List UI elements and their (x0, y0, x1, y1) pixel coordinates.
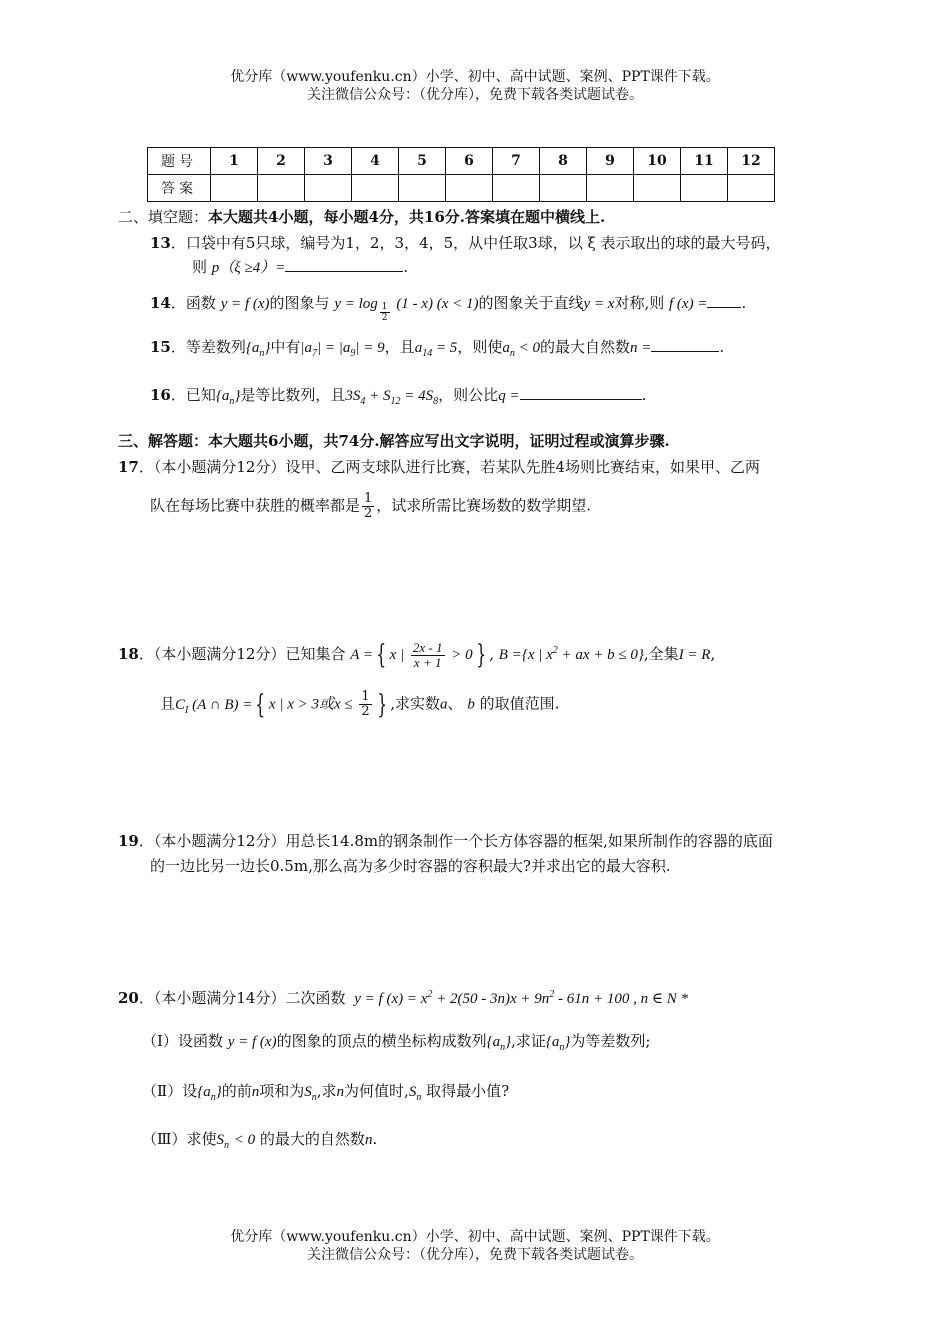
math-expr: a (440, 696, 448, 713)
question-19: 19．（本小题满分12分）用总长14.8m的钢条制作一个长方体容器的框架,如果所制作的容器的底面 (118, 832, 773, 850)
question-text: 的最大自然数 (539, 338, 630, 356)
question-text: 已知 (185, 386, 216, 404)
part-label: （Ⅰ） (142, 1032, 178, 1050)
math-expr: n (364, 1132, 373, 1148)
answer-cell[interactable] (446, 175, 493, 202)
fraction-one-half (362, 492, 374, 521)
math-expr: {x | $x^2$ + ax + b ≤ 0} (521, 645, 644, 663)
answer-cell[interactable] (211, 175, 258, 202)
question-number: 19 (118, 832, 139, 850)
fraction-numerator: 1 (364, 491, 373, 506)
question-text: 取得最小值? (426, 1082, 510, 1100)
question-number: 18 (118, 645, 139, 663)
answer-cell[interactable] (258, 175, 305, 202)
punctuation: . (372, 1130, 378, 1148)
table-number-cell: 9 (587, 148, 634, 175)
answer-blank[interactable] (707, 293, 741, 308)
punctuation: . (719, 338, 725, 356)
math-expr: b (467, 696, 475, 713)
answer-table-number-row (148, 148, 775, 175)
question-text: 的最大的自然数 (259, 1130, 365, 1148)
question-text: ,求 (316, 1082, 337, 1100)
section2-title: 二、填空题： (118, 208, 209, 226)
math-expr: $C_I$ (A ∩ B) = (175, 696, 253, 716)
question-number: 13 (150, 234, 171, 252)
question-text: 队在每场比赛中获胜的概率都是 (150, 496, 361, 515)
fraction-one-half (359, 690, 371, 719)
table-number-cell: 8 (540, 148, 587, 175)
answer-cell[interactable] (681, 175, 728, 202)
fraction-denominator: 2 (364, 506, 373, 521)
question-14: 14．函数 y = f (x)的图象与 y = log $\frac{1}{2}$ (1 - x) (x < 1)的图象关于直线y = x对称,则 f (x) = . (150, 294, 747, 323)
log-base-fraction (380, 302, 390, 323)
question-20-part3 (142, 1128, 377, 1157)
table-number-cell: 6 (446, 148, 493, 175)
question-20: 20．（本小题满分14分）二次函数 y = f $(x) = x^2 + 2(50 - 3n)x + 9n^2 - 61n + 100$ , n ∈ N * (118, 989, 689, 1007)
part-label: （Ⅱ） (142, 1082, 183, 1100)
punctuation: . (641, 386, 647, 404)
math-expr: > 0 (451, 647, 473, 663)
table-label-question-number: 题号 (148, 148, 211, 175)
math-expr: $\{a_n\}$ (245, 340, 271, 359)
fraction-numerator: 2x - 1 (412, 639, 443, 655)
answer-blank[interactable] (285, 257, 403, 272)
punctuation: , (710, 645, 716, 663)
question-text: 的图象的顶点的横坐标构成数列 (276, 1032, 487, 1050)
answer-cell[interactable] (399, 175, 446, 202)
question-text: 等差数列 (185, 338, 246, 356)
section3-heading: 三、解答题：本大题共6小题，共74分.解答应写出文字说明，证明过程或演算步骤. (118, 432, 670, 450)
answer-cell[interactable] (305, 175, 352, 202)
question-text: ，则公比 (438, 386, 499, 404)
section2-desc: 本大题共4小题，每小题4分，共16分.答案填在题中横线上. (208, 208, 606, 226)
question-text: 的图象与 (269, 294, 330, 312)
page-footer-line2: 关注微信公众号：（优分库），免费下载各类试题试卷。 (307, 1247, 643, 1263)
part-label: （Ⅲ） (142, 1130, 187, 1148)
question-17: 17．（本小题满分12分）设甲、乙两支球队进行比赛，若某队先胜4场则比赛结束，如果甲、乙两 (118, 458, 761, 476)
answer-table-answer-row (148, 175, 775, 202)
math-expr: $\{a_n\}$ (215, 388, 241, 407)
fraction-denominator: x + 1 (413, 654, 442, 670)
page-header-line2: 关注微信公众号：（优分库），免费下载各类试题试卷。 (307, 87, 643, 103)
math-expr: y = f (x) (227, 1034, 277, 1050)
math-expr: < 0 (233, 1132, 256, 1148)
fraction-numerator: 1 (381, 302, 388, 312)
question-text: 为何值时, (344, 1082, 409, 1100)
question-text: 则 (192, 258, 208, 276)
question-17-line2 (150, 492, 591, 521)
question-text: 且 (160, 694, 176, 713)
math-expr: y = f (x) (220, 296, 270, 312)
math-expr: $\{a_n\}$ (197, 1084, 222, 1103)
section2-heading (118, 206, 605, 228)
math-expr: B = (498, 647, 522, 663)
math-expr: x | (389, 647, 405, 663)
question-text: 对称,则 (614, 294, 665, 312)
table-number-cell: 5 (399, 148, 446, 175)
math-expr: q = (498, 388, 520, 404)
math-expr: n (251, 1084, 260, 1100)
table-number-cell: 2 (258, 148, 305, 175)
question-text: 设函数 (177, 1032, 223, 1050)
punctuation: , (489, 645, 494, 663)
question-text: （本小题满分12分）已知集合 (153, 645, 346, 663)
math-expr: $a_{14} = 5$ (414, 340, 458, 359)
table-number-cell: 12 (728, 148, 775, 175)
table-number-cell: 4 (352, 148, 399, 175)
question-text: 的前 (221, 1082, 252, 1100)
math-expr: $\{a_n\}$ (545, 1034, 571, 1053)
math-expr: $\{a_n\}$ (486, 1034, 512, 1053)
question-number: 14 (150, 294, 171, 312)
question-text: （本小题满分12分）设甲、乙两支球队进行比赛，若某队先胜4场则比赛结束，如果甲、乙两 (153, 458, 761, 476)
question-text: 项和为 (259, 1082, 305, 1100)
question-19-line2: 的一边比另一边长0.5m,那么高为多少时容器的容积最大?并求出它的最大容积. (150, 857, 671, 875)
question-text: （本小题满分14分）二次函数 (153, 989, 346, 1007)
answer-cell[interactable] (540, 175, 587, 202)
answer-cell[interactable] (634, 175, 681, 202)
question-13-line2: 则 p（ξ ≥4）= . (192, 258, 409, 276)
table-number-cell: 3 (305, 148, 352, 175)
page-header-line1: 优分库（www.youfenku.cn）小学、初中、高中试题、案例、PPT课件下载。 (230, 69, 720, 85)
math-expr: y = f $(x) = x^2 + 2(50 - 3n)x + 9n^2 - 61n + 100$ , n ∈ N * (354, 989, 689, 1007)
table-number-cell: 11 (681, 148, 728, 175)
page-footer-line1: 优分库（www.youfenku.cn）小学、初中、高中试题、案例、PPT课件下载。 (230, 1229, 720, 1245)
question-15: 15．等差数列$\{a_n\}$中有$|a_7| = |a_9| = 9$，且$a_{14} = 5$，则使$a_n < 0$的最大自然数n = . (150, 338, 725, 359)
math-expr: p（ξ ≥4）= (211, 260, 286, 276)
fraction-set-a (411, 641, 445, 670)
math-expr: n (336, 1084, 345, 1100)
table-number-cell: 1 (211, 148, 258, 175)
question-text: （本小题满分12分）用总长14.8m的钢条制作一个长方体容器的框架,如果所制作的容器的底面 (153, 832, 773, 850)
math-expr: I = R (678, 647, 711, 663)
math-expr: y = log (334, 296, 378, 312)
answer-blank[interactable] (651, 337, 719, 352)
question-text: 是等比数列，且 (240, 386, 346, 404)
math-expr: $|a_7| = |a_9| = 9$ (300, 340, 385, 359)
question-text: 设 (182, 1082, 198, 1100)
question-text: 为等差数列; (570, 1032, 651, 1050)
question-18-line2: 且$C_I$ (A ∩ B) = { x | x > 3或x ≤ $\frac{1}{2}$ } ,求实数a、 b 的取值范围. (160, 689, 560, 720)
question-number: 15 (150, 338, 171, 356)
question-20-part1 (142, 1030, 650, 1059)
question-text: 中有 (270, 338, 301, 356)
math-expr: f (x) = (669, 296, 708, 312)
fraction-denominator: 2 (381, 313, 388, 323)
math-expr: x | x > 3或x ≤ (268, 696, 353, 713)
fraction-denominator: 2 (361, 704, 370, 719)
table-number-cell: 10 (634, 148, 681, 175)
punctuation: . (741, 294, 747, 312)
question-number: 17 (118, 458, 139, 476)
question-text: 口袋中有5只球，编号为1，2，3，4，5，从中任取3球，以 ξ 表示取出的球的最大号码， (185, 234, 781, 252)
table-label-answer: 答案 (148, 175, 211, 202)
answer-table (147, 147, 775, 202)
fraction-numerator: 1 (361, 689, 370, 704)
math-expr: (1 - x) (x < 1) (396, 296, 479, 312)
question-16: 16．已知$\{a_n\}$是等比数列，且$3S_4 + S_{12} = 4S_8$，则公比q = . (150, 386, 647, 407)
answer-cell[interactable] (587, 175, 634, 202)
question-text: 的图象关于直线 (478, 294, 584, 312)
math-expr: A = (350, 647, 374, 663)
answer-cell[interactable] (493, 175, 540, 202)
question-text: ,求证 (511, 1032, 546, 1050)
question-text: 求使 (186, 1130, 217, 1148)
answer-cell[interactable] (352, 175, 399, 202)
question-number: 20 (118, 989, 139, 1007)
math-expr: $S_n$ (216, 1132, 229, 1151)
table-number-cell: 7 (493, 148, 540, 175)
question-text: ，试求所需比赛场数的数学期望. (376, 496, 592, 515)
math-expr: n = (629, 340, 652, 356)
question-13: 13．口袋中有5只球，编号为1，2，3，4，5，从中任取3球，以 ξ 表示取出的球的最大号码， (150, 234, 781, 252)
question-20-part2 (142, 1080, 509, 1109)
question-text: 函数 (185, 294, 216, 312)
question-text: ,求实数 (390, 694, 441, 713)
math-expr: $S_n$ (408, 1084, 422, 1103)
math-expr: $a_n < 0$ (502, 340, 540, 359)
question-18: 18．（本小题满分12分）已知集合 A = { x | $\frac{2x - 1}{x + 1}$ > 0 } , B ={x | $x^2$ + ax + b ≤ 0},全集I = R, (118, 639, 716, 670)
answer-blank[interactable] (520, 385, 642, 400)
question-text: ,全集 (643, 645, 679, 663)
question-text: ，则使 (457, 338, 503, 356)
question-number: 16 (150, 386, 171, 404)
punctuation: 、 (447, 694, 463, 713)
question-text: 的取值范围. (479, 694, 560, 713)
question-text: ，且 (384, 338, 415, 356)
math-expr: $S_n$ (304, 1084, 317, 1103)
answer-cell[interactable] (728, 175, 775, 202)
math-expr: y = x (583, 296, 615, 312)
math-expr: $3S_4 + S_{12} = 4S_8$ (345, 388, 439, 407)
